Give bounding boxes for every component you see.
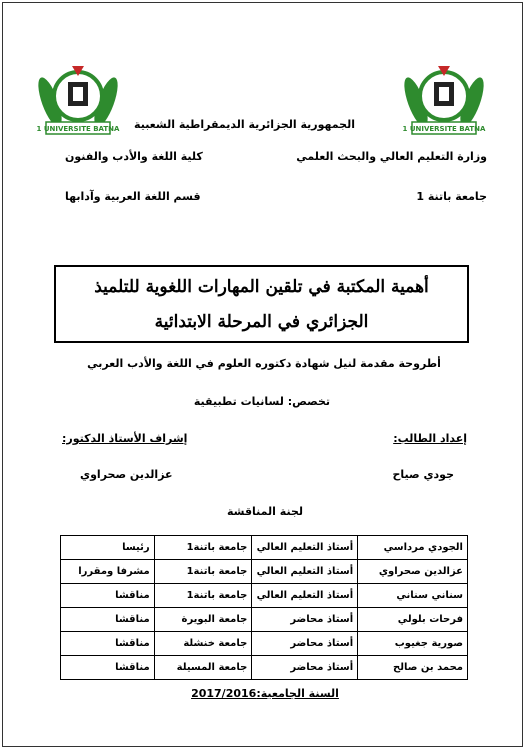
supervisor-label: إشراف الأستاذ الدكتور: [62,432,188,445]
member-rank: أستاذ محاضر [252,608,358,632]
faculty-name: كلية اللغة والأدب والفنون [65,150,203,163]
member-role: مناقشا [61,656,155,680]
university-name: جامعة باتنة 1 [416,190,487,203]
committee-table [60,535,468,680]
university-logo-right [398,60,490,142]
member-university: جامعة خنشلة [154,632,252,656]
committee-heading: لجنة المناقشة [226,505,303,518]
member-university: جامعة باتنة1 [154,560,252,584]
thesis-title-box [54,265,469,343]
committee-row [61,584,468,608]
committee-row [61,560,468,584]
member-name: عزالدين صحراوي [358,560,468,584]
department-name: قسم اللغة العربية وآدابها [65,190,201,203]
committee-row [61,536,468,560]
thesis-title-line-2: الجزائري في المرحلة الابتدائية [154,312,369,332]
republic-name: الجمهورية الجزائرية الديمقراطية الشعبية [134,118,355,131]
academic-year: السنة الجامعية:2017/2016 [191,687,339,700]
member-university: جامعة باتنة1 [154,584,252,608]
committee-row [61,608,468,632]
degree-statement: أطروحة مقدمة لنيل شهادة دكتوره العلوم في اللغة والأدب العربي [87,357,441,370]
supervisor-name: عزالدين صحراوي [80,468,173,481]
member-role: مناقشا [61,632,155,656]
thesis-title-line-1: أهمية المكتبة في تلقين المهارات اللغوية للتلميذ [94,277,429,297]
member-name: محمد بن صالح [358,656,468,680]
member-rank: أستاذ التعليم العالي [252,536,358,560]
university-logo-left [32,60,124,142]
member-rank: أستاذ محاضر [252,656,358,680]
member-role: رئيسا [61,536,155,560]
student-name: جودي صياح [392,468,454,481]
member-rank: أستاذ محاضر [252,632,358,656]
member-name: سناني سناني [358,584,468,608]
member-role: مناقشا [61,584,155,608]
member-role: مناقشا [61,608,155,632]
svg-text:1 UNIVERSITE BATNA: 1 UNIVERSITE BATNA [402,125,486,133]
ministry-name: وزارة التعليم العالي والبحث العلمي [296,150,487,163]
member-university: جامعة المسيلة [154,656,252,680]
student-label: إعداد الطالب: [393,432,467,445]
member-name: صورية جغيوب [358,632,468,656]
member-university: جامعة البويرة [154,608,252,632]
member-name: فرحات بلولي [358,608,468,632]
specialty: تخصص: لسانيات تطبيقية [193,395,330,408]
member-university: جامعة باتنة1 [154,536,252,560]
svg-text:1 UNIVERSITE BATNA: 1 UNIVERSITE BATNA [36,125,120,133]
member-name: الجودي مرداسي [358,536,468,560]
member-role: مشرفا ومقررا [61,560,155,584]
committee-row [61,656,468,680]
committee-row [61,632,468,656]
member-rank: أستاذ التعليم العالي [252,560,358,584]
member-rank: أستاذ التعليم العالي [252,584,358,608]
